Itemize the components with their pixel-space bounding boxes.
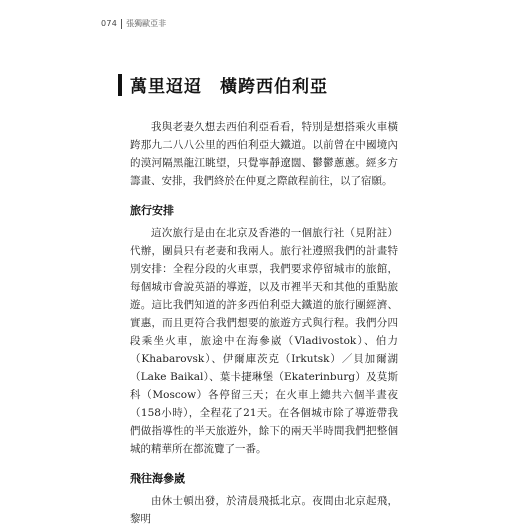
page-number: 074 bbox=[101, 19, 118, 28]
section-heading-fly-to-vladivostok: 飛往海參崴 bbox=[130, 472, 185, 485]
book-title: 張獨歐亞非 bbox=[126, 19, 167, 28]
intro-paragraph: 我與老妻久想去西伯利亞看看，特別是想搭乘火車橫跨那九二八八公里的西伯利亞大鐵道。以前曾在中國境內的漠河隔黑龍江眺望，只覺寧靜遼闊、鬱鬱蔥蔥。經多方籌畫、安排，我們終於在仲夏之際啟程前往，以了宿願。 bbox=[130, 121, 398, 187]
section-heading-travel-arrangements: 旅行安排 bbox=[130, 204, 174, 217]
running-head bbox=[101, 18, 166, 29]
chapter-title-text: 萬里迢迢 橫跨西伯利亞 bbox=[130, 77, 328, 97]
fly-to-vladivostok-paragraph: 由休士頓出發，於清晨飛抵北京。夜間由北京起飛，黎明 bbox=[130, 495, 398, 525]
body-content bbox=[130, 118, 398, 528]
travel-arrangements-paragraph: 這次旅行是由在北京及香港的一個旅行社（見附註）代辦，團員只有老妻和我兩人。旅行社遵照我們的計畫特別安排：全程分段的火車票，我們要求停留城市的旅館，每個城市會說英語的導遊，以及市裡半天和其他的重點旅遊。這比我們知道的許多西伯利亞大鐵道的旅行團經濟、實惠，而且更符合我們想要的旅遊方式與行程。我們分四段乘坐火車，旅途中在海參崴（Vladivostok）、伯力（Khabarovsk）、伊爾庫茨克（Irkutsk）／貝加爾湖（Lake Baikal）、葉卡捷琳堡（Ekaterinburg）及莫斯科（Moscow）各停留三天；在火車上總共六個半晝夜（158小時），全程花了21天。在各個城市除了導遊帶我們做指導性的半天旅遊外，餘下的兩天半時間我們把整個城的精華所在都流覽了一番。 bbox=[130, 227, 398, 455]
chapter-title-bar bbox=[118, 74, 122, 96]
chapter-title bbox=[118, 72, 328, 97]
running-head-divider bbox=[121, 19, 122, 29]
